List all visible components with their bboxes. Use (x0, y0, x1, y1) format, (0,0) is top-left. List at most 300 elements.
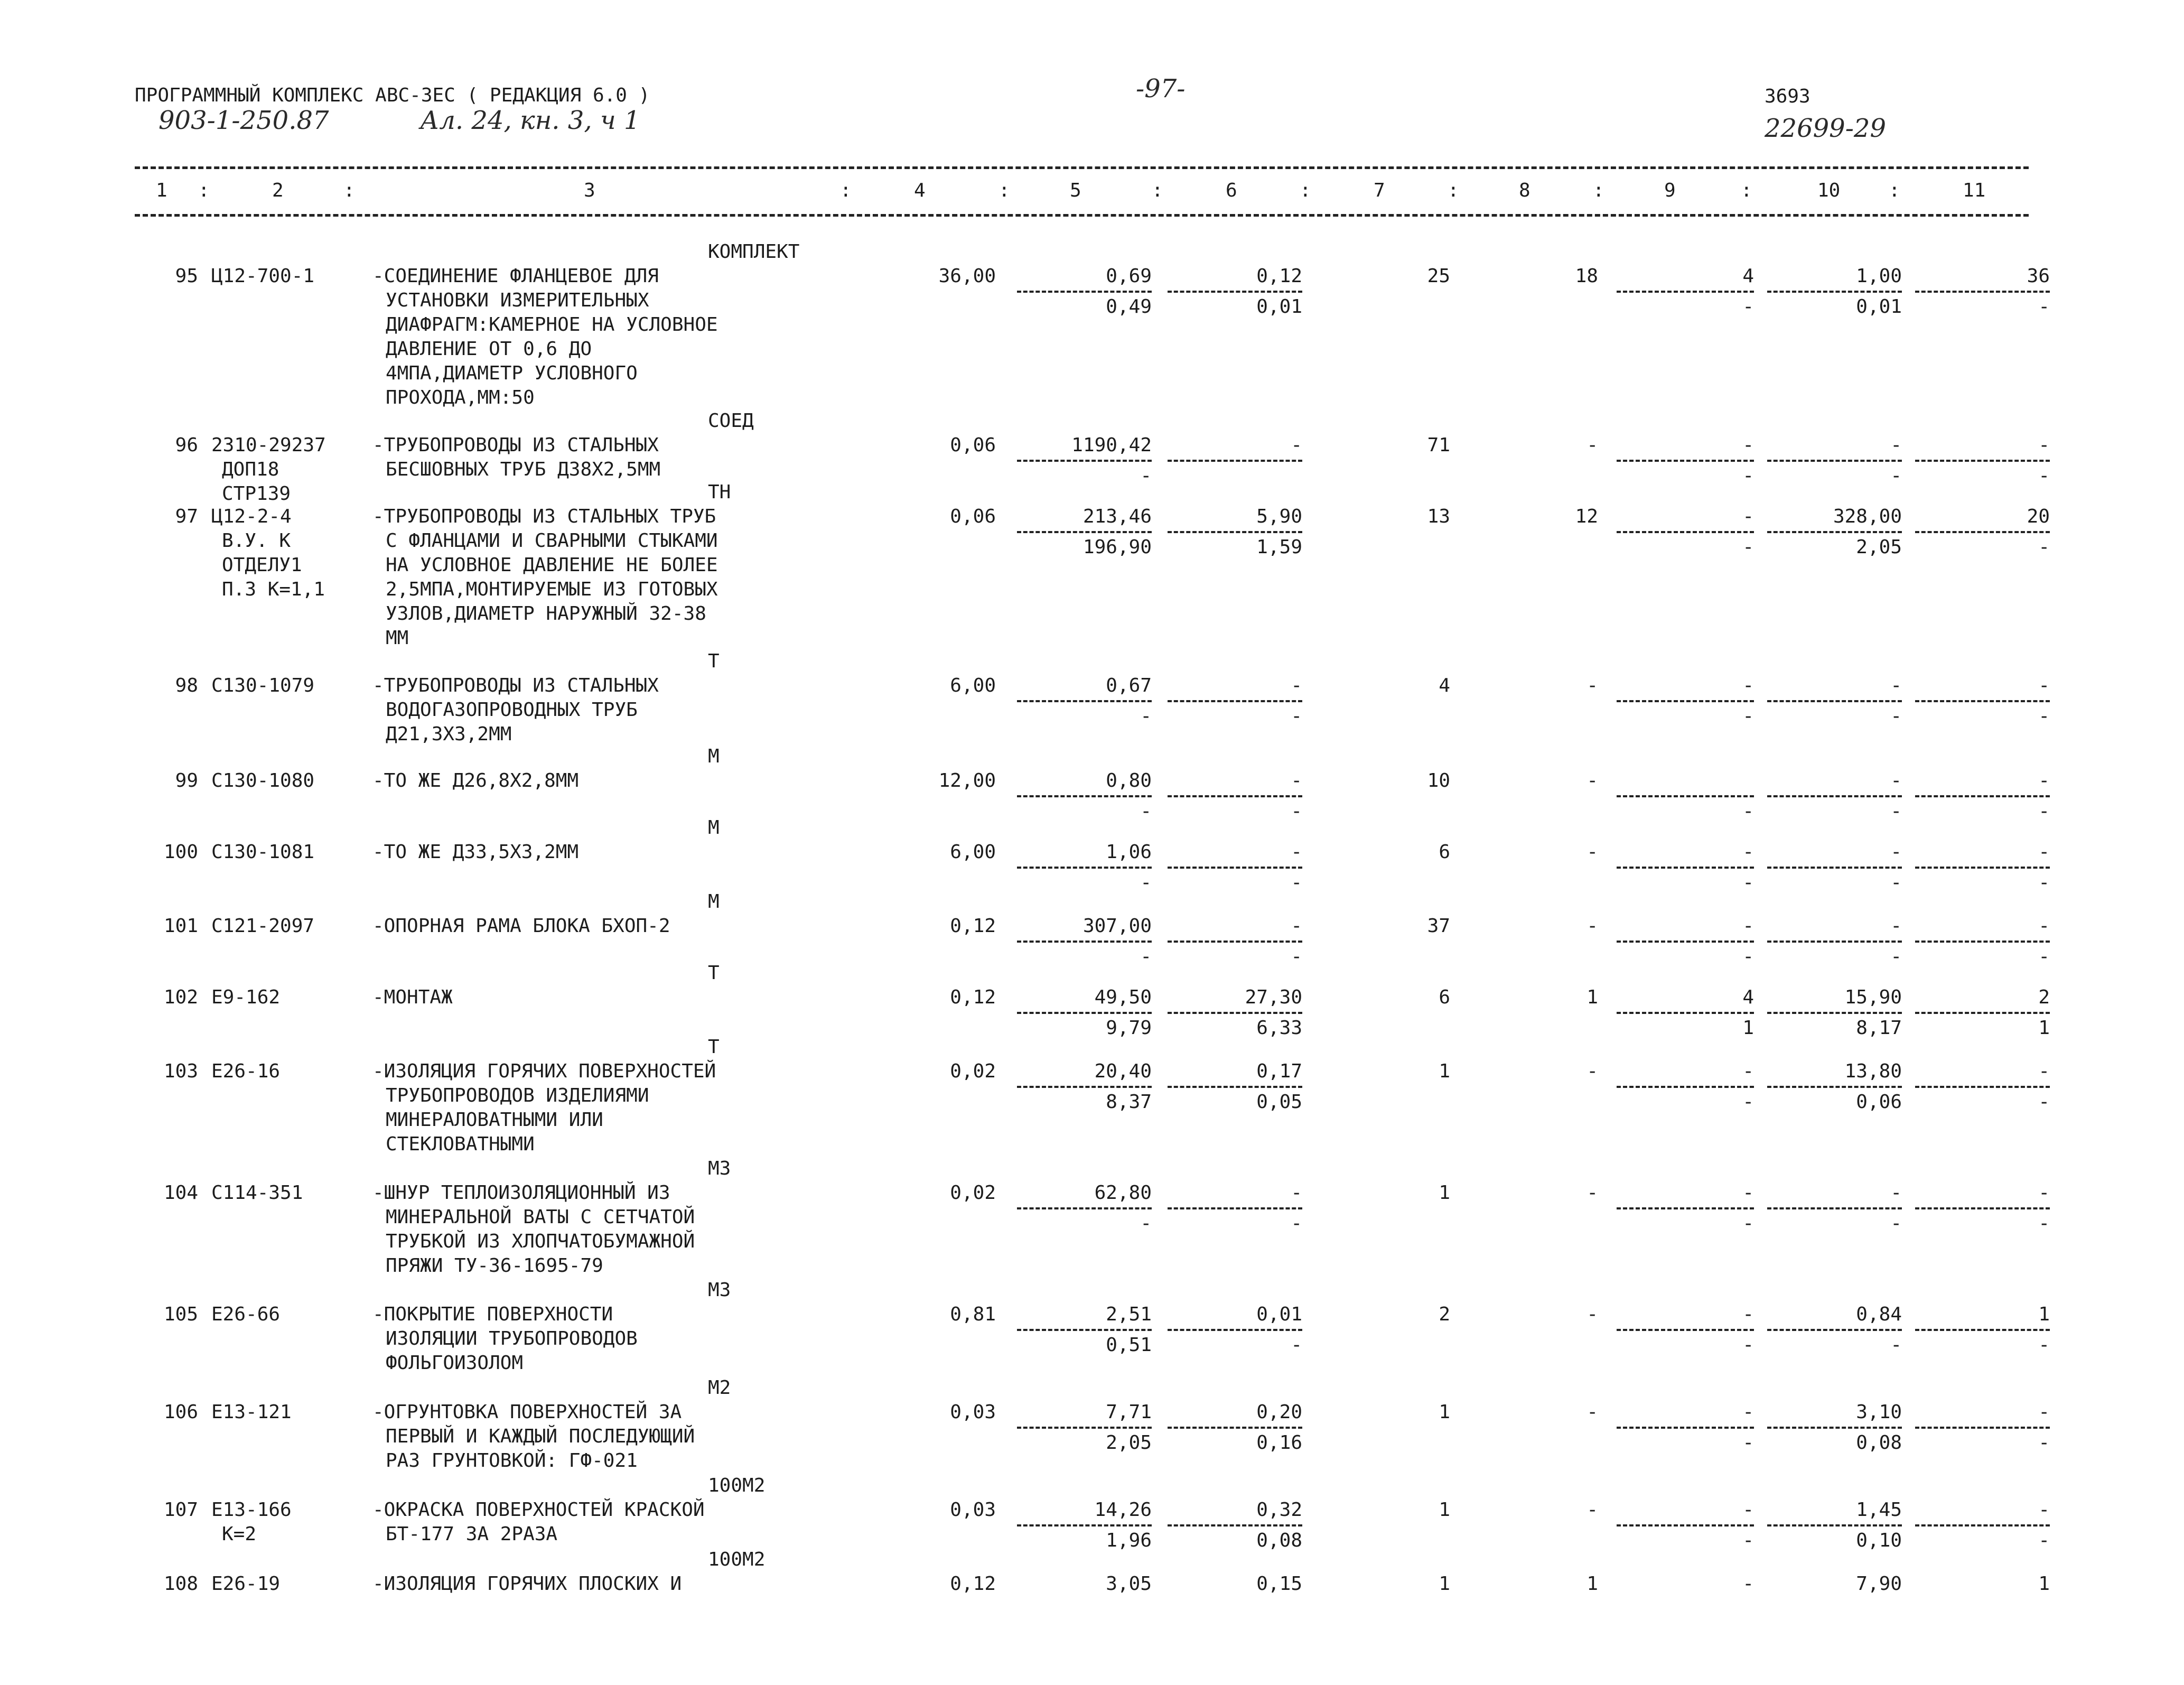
cell-c9: - (1742, 915, 1754, 937)
cell-c10b: 0,10 (1856, 1530, 1902, 1551)
document-number: 3693 (1765, 86, 1810, 107)
unit-of-measure: М (708, 746, 720, 767)
value-separator (1017, 941, 1152, 943)
value-separator (1617, 867, 1754, 869)
cell-c5b: 0,49 (1106, 296, 1152, 318)
norm-code: С114-351 (211, 1182, 303, 1204)
cell-c10: 328,00 (1833, 506, 1902, 527)
cell-c6b: 0,08 (1256, 1530, 1302, 1551)
cell-c6: 27,30 (1245, 986, 1302, 1008)
cell-c10b: - (1890, 705, 1902, 727)
column-header-cell: 11 (1963, 180, 1986, 201)
cell-c10: - (1890, 675, 1902, 696)
value-separator (1168, 941, 1302, 943)
cell-c10b: - (1890, 946, 1902, 967)
value-separator (1617, 531, 1754, 533)
cell-c10b: - (1890, 1334, 1902, 1356)
cell-c9: - (1742, 675, 1754, 696)
cell-c8: - (1586, 1060, 1598, 1082)
norm-code: С130-1081 (211, 841, 315, 863)
column-header-cell: : (1448, 180, 1459, 201)
value-separator (1915, 795, 2050, 797)
work-description: СТЕКЛОВАТНЫМИ (386, 1133, 535, 1155)
cell-c10: - (1890, 770, 1902, 792)
cell-c9: 4 (1742, 265, 1754, 287)
work-description: ПЕРВЫЙ И КАЖДЫЙ ПОСЛЕДУЮЩИЙ (386, 1426, 695, 1447)
cell-c11b: - (2038, 1530, 2050, 1551)
cell-c4: 0,06 (950, 434, 996, 456)
work-description: ДИАФРАГМ:КАМЕРНОЕ НА УСЛОВНОЕ (386, 314, 718, 336)
value-separator (1767, 1524, 1902, 1526)
cell-c9b: - (1742, 1334, 1754, 1356)
cell-c6b: - (1291, 705, 1302, 727)
document-code-handwritten: 22699-29 (1765, 114, 1886, 143)
value-separator (1168, 700, 1302, 702)
cell-c8: 12 (1575, 506, 1598, 527)
value-separator (1617, 700, 1754, 702)
cell-c6: 0,15 (1256, 1573, 1302, 1595)
value-separator (1767, 941, 1902, 943)
work-description: ТРУБОПРОВОДОВ ИЗДЕЛИЯМИ (386, 1085, 649, 1106)
work-description: ММ (386, 627, 409, 649)
column-header-cell: : (1300, 180, 1311, 201)
cell-c6: - (1291, 841, 1302, 863)
row-number: 106 (163, 1401, 198, 1423)
cell-c5: 2,51 (1106, 1304, 1152, 1325)
cell-c9: - (1742, 841, 1754, 863)
cell-c8: - (1586, 1401, 1598, 1423)
cell-c5b: - (1140, 872, 1152, 893)
cell-c8: - (1586, 841, 1598, 863)
column-header-cell: 10 (1817, 180, 1841, 201)
value-separator (1017, 1207, 1152, 1209)
value-separator (1168, 1207, 1302, 1209)
value-separator (1168, 1427, 1302, 1429)
cell-c10: 1,00 (1856, 265, 1902, 287)
cell-c10: 13,80 (1844, 1060, 1902, 1082)
work-description: -ОКРАСКА ПОВЕРХНОСТЕЙ КРАСКОЙ (372, 1499, 705, 1521)
cell-c8: - (1586, 434, 1598, 456)
cell-c4: 0,03 (950, 1401, 996, 1423)
cell-c7: 10 (1427, 770, 1450, 792)
work-description: УСТАНОВКИ ИЗМЕРИТЕЛЬНЫХ (386, 290, 649, 311)
value-separator (1915, 1207, 2050, 1209)
norm-code: 2310-29237 (211, 434, 326, 456)
row-number: 100 (163, 841, 198, 863)
value-separator (1915, 1427, 2050, 1429)
value-separator (1168, 291, 1302, 293)
column-header-cell: 8 (1519, 180, 1530, 201)
cell-c6: 0,12 (1256, 265, 1302, 287)
row-number: 98 (175, 675, 198, 696)
cell-c11: - (2038, 770, 2050, 792)
value-separator (1767, 531, 1902, 533)
cell-c9b: - (1742, 946, 1754, 967)
value-separator (1017, 291, 1152, 293)
value-separator (1617, 1329, 1754, 1331)
value-separator (1168, 531, 1302, 533)
norm-code: Ц12-2-4 (211, 506, 292, 527)
value-separator (1017, 867, 1152, 869)
unit-of-measure: Т (708, 1036, 720, 1058)
cell-c4: 12,00 (938, 770, 996, 792)
norm-code: Е26-19 (211, 1573, 281, 1595)
unit-of-measure: М (708, 817, 720, 839)
cell-c10: - (1890, 434, 1902, 456)
cell-c9b: - (1742, 1530, 1754, 1551)
cell-c11b: - (2038, 296, 2050, 318)
norm-code: С130-1080 (211, 770, 315, 792)
cell-c6: 0,17 (1256, 1060, 1302, 1082)
work-description: -ОПОРНАЯ РАМА БЛОКА БХОП-2 (372, 915, 670, 937)
cell-c4: 0,12 (950, 986, 996, 1008)
column-header-cell: 9 (1664, 180, 1676, 201)
cell-c11: 1 (2038, 1304, 2050, 1325)
cell-c6: 0,20 (1256, 1401, 1302, 1423)
value-separator (1767, 1329, 1902, 1331)
cell-c5: 213,46 (1082, 506, 1152, 527)
cell-c4: 0,12 (950, 1573, 996, 1595)
column-header-cell: 7 (1374, 180, 1385, 201)
cell-c11b: - (2038, 872, 2050, 893)
row-number: 95 (175, 265, 198, 287)
value-separator (1168, 460, 1302, 462)
column-header-cell: 6 (1226, 180, 1237, 201)
value-separator (1915, 700, 2050, 702)
cell-c5: 0,69 (1106, 265, 1152, 287)
cell-c6b: - (1291, 946, 1302, 967)
cell-c6: - (1291, 915, 1302, 937)
cell-c5: 0,67 (1106, 675, 1152, 696)
cell-c7: 1 (1439, 1499, 1450, 1521)
value-separator (1017, 1427, 1152, 1429)
cell-c9b: - (1742, 872, 1754, 893)
work-description: ПРЯЖИ ТУ-36-1695-79 (386, 1255, 603, 1277)
cell-c7: 2 (1439, 1304, 1450, 1325)
value-separator (1915, 1329, 2050, 1331)
unit-of-measure: 100М2 (708, 1475, 766, 1496)
cell-c4: 0,06 (950, 506, 996, 527)
work-description: ФОЛЬГОИЗОЛОМ (386, 1352, 524, 1374)
work-description: -ИЗОЛЯЦИЯ ГОРЯЧИХ ПОВЕРХНОСТЕЙ (372, 1060, 716, 1082)
value-separator (1767, 1086, 1902, 1088)
header-bottom-rule (135, 214, 2029, 217)
value-separator (1767, 1427, 1902, 1429)
work-description: БЕСШОВНЫХ ТРУБ Д38Х2,5ММ (386, 459, 661, 480)
project-code-handwritten: 903-1-250.87 (158, 106, 329, 135)
cell-c6b: - (1291, 800, 1302, 822)
cell-c6b: 0,16 (1256, 1432, 1302, 1454)
unit-of-measure: Т (708, 650, 720, 672)
cell-c10: 3,10 (1856, 1401, 1902, 1423)
value-separator (1168, 1329, 1302, 1331)
work-description: Д21,3Х3,2ММ (386, 723, 512, 745)
value-separator (1617, 1012, 1754, 1014)
value-separator (1017, 795, 1152, 797)
cell-c5b: 0,51 (1106, 1334, 1152, 1356)
value-separator (1017, 1524, 1152, 1526)
unit-of-measure: М2 (708, 1377, 731, 1399)
value-separator (1767, 1012, 1902, 1014)
cell-c10b: 0,06 (1856, 1091, 1902, 1113)
cell-c11: - (2038, 434, 2050, 456)
cell-c9: - (1742, 1060, 1754, 1082)
cell-c6: 0,32 (1256, 1499, 1302, 1521)
column-header-cell: : (1741, 180, 1752, 201)
cell-c6b: - (1291, 1334, 1302, 1356)
unit-of-measure: М3 (708, 1158, 731, 1179)
work-description: -ПОКРЫТИЕ ПОВЕРХНОСТИ (372, 1304, 613, 1325)
cell-c7: 6 (1439, 841, 1450, 863)
cell-c5: 62,80 (1094, 1182, 1152, 1204)
cell-c11b: - (2038, 1432, 2050, 1454)
value-separator (1915, 531, 2050, 533)
work-description: 4МПА,ДИАМЕТР УСЛОВНОГО (386, 362, 638, 384)
norm-code: С130-1079 (211, 675, 315, 696)
value-separator (1767, 1207, 1902, 1209)
cell-c4: 0,03 (950, 1499, 996, 1521)
work-description: ТРУБКОЙ ИЗ ХЛОПЧАТОБУМАЖНОЙ (386, 1231, 695, 1252)
cell-c10: 15,90 (1844, 986, 1902, 1008)
norm-code: Е26-16 (211, 1060, 281, 1082)
value-separator (1767, 700, 1902, 702)
cell-c10: - (1890, 841, 1902, 863)
norm-code: Е9-162 (211, 986, 281, 1008)
value-separator (1168, 1086, 1302, 1088)
row-number: 99 (175, 770, 198, 792)
cell-c9: - (1742, 1401, 1754, 1423)
value-separator (1915, 1524, 2050, 1526)
cell-c11b: - (2038, 1091, 2050, 1113)
value-separator (1017, 1086, 1152, 1088)
cell-c6b: - (1291, 872, 1302, 893)
cell-c7: 13 (1427, 506, 1450, 527)
value-separator (1915, 1012, 2050, 1014)
work-description: НА УСЛОВНОЕ ДАВЛЕНИЕ НЕ БОЛЕЕ (386, 554, 718, 576)
column-header-cell: 4 (914, 180, 926, 201)
cell-c11: - (2038, 675, 2050, 696)
unit-of-measure: М3 (708, 1279, 731, 1301)
work-description: ВОДОГАЗОПРОВОДНЫХ ТРУБ (386, 699, 638, 721)
value-separator (1168, 1012, 1302, 1014)
cell-c7: 1 (1439, 1060, 1450, 1082)
top-rule (135, 166, 2029, 169)
cell-c8: 1 (1586, 986, 1598, 1008)
value-separator (1168, 1524, 1302, 1526)
work-description: -ИЗОЛЯЦИЯ ГОРЯЧИХ ПЛОСКИХ И (372, 1573, 682, 1595)
cell-c5: 307,00 (1082, 915, 1152, 937)
cell-c4: 6,00 (950, 675, 996, 696)
cell-c6b: 6,33 (1256, 1017, 1302, 1039)
cell-c6: - (1291, 434, 1302, 456)
work-description: МИНЕРАЛОВАТНЫМИ ИЛИ (386, 1109, 603, 1131)
value-separator (1617, 941, 1754, 943)
cell-c5b: 196,90 (1082, 536, 1152, 558)
cell-c10: 0,84 (1856, 1304, 1902, 1325)
cell-c7: 37 (1427, 915, 1450, 937)
cell-c9: 4 (1742, 986, 1754, 1008)
value-separator (1915, 867, 2050, 869)
cell-c10b: 8,17 (1856, 1017, 1902, 1039)
cell-c9: - (1742, 1499, 1754, 1521)
work-description: БТ-177 ЗА 2РАЗА (386, 1523, 558, 1545)
value-separator (1017, 460, 1152, 462)
row-number: 107 (163, 1499, 198, 1521)
work-description: УЗЛОВ,ДИАМЕТР НАРУЖНЫЙ 32-38 (386, 603, 706, 625)
program-title: ПРОГРАММНЫЙ КОМПЛЕКС АВС-3ЕС ( РЕДАКЦИЯ 6.0 ) (135, 85, 650, 106)
cell-c10b: - (1890, 1213, 1902, 1234)
row-number: 105 (163, 1304, 198, 1325)
norm-code: ОТДЕЛУ1 (222, 554, 302, 576)
cell-c5: 14,26 (1094, 1499, 1152, 1521)
work-description: -ТО ЖЕ Д33,5Х3,2ММ (372, 841, 579, 863)
cell-c8: - (1586, 1499, 1598, 1521)
row-number: 96 (175, 434, 198, 456)
cell-c6: 5,90 (1256, 506, 1302, 527)
cell-c9: - (1742, 1182, 1754, 1204)
cell-c11: 36 (2027, 265, 2050, 287)
cell-c7: 4 (1439, 675, 1450, 696)
cell-c11b: - (2038, 1334, 2050, 1356)
column-header-cell: : (198, 180, 210, 201)
cell-c6: - (1291, 1182, 1302, 1204)
unit-of-measure: КОМПЛЕКТ (708, 241, 800, 263)
value-separator (1915, 941, 2050, 943)
cell-c11: - (2038, 1401, 2050, 1423)
value-separator (1767, 867, 1902, 869)
cell-c6: - (1291, 675, 1302, 696)
cell-c11b: 1 (2038, 1017, 2050, 1039)
cell-c11: - (2038, 841, 2050, 863)
cell-c9b: - (1742, 800, 1754, 822)
value-separator (1168, 795, 1302, 797)
value-separator (1767, 291, 1902, 293)
unit-of-measure: 100М2 (708, 1549, 766, 1570)
cell-c4: 0,02 (950, 1182, 996, 1204)
cell-c5: 20,40 (1094, 1060, 1152, 1082)
cell-c8: - (1586, 770, 1598, 792)
unit-of-measure: Т (708, 962, 720, 984)
cell-c6b: - (1291, 1213, 1302, 1234)
cell-c10: - (1890, 1182, 1902, 1204)
work-description: -ТРУБОПРОВОДЫ ИЗ СТАЛЬНЫХ (372, 675, 659, 696)
cell-c5b: 9,79 (1106, 1017, 1152, 1039)
cell-c9b: - (1742, 536, 1754, 558)
cell-c10b: 0,01 (1856, 296, 1902, 318)
value-separator (1617, 795, 1754, 797)
cell-c6b: 0,05 (1256, 1091, 1302, 1113)
cell-c8: 18 (1575, 265, 1598, 287)
column-header-cell: 3 (584, 180, 595, 201)
column-header-cell: 1 (156, 180, 167, 201)
cell-c11: - (2038, 915, 2050, 937)
value-separator (1617, 1524, 1754, 1526)
cell-c10b: 2,05 (1856, 536, 1902, 558)
norm-code: Е26-66 (211, 1304, 281, 1325)
cell-c11b: - (2038, 465, 2050, 487)
cell-c5: 0,80 (1106, 770, 1152, 792)
norm-code: К=2 (222, 1523, 257, 1545)
row-number: 97 (175, 506, 198, 527)
row-number: 103 (163, 1060, 198, 1082)
unit-of-measure: ТН (708, 481, 731, 503)
norm-code: П.3 К=1,1 (222, 579, 325, 600)
cell-c8: - (1586, 915, 1598, 937)
value-separator (1915, 1086, 2050, 1088)
cell-c8: 1 (1586, 1573, 1598, 1595)
value-separator (1767, 795, 1902, 797)
work-description: -ОГРУНТОВКА ПОВЕРХНОСТЕЙ ЗА (372, 1401, 682, 1423)
work-description: -ШНУР ТЕПЛОИЗОЛЯЦИОННЫЙ ИЗ (372, 1182, 670, 1204)
value-separator (1767, 460, 1902, 462)
cell-c9: - (1742, 1304, 1754, 1325)
album-reference-handwritten: Ал. 24, кн. 3, ч 1 (420, 106, 640, 135)
value-separator (1017, 1329, 1152, 1331)
cell-c7: 25 (1427, 265, 1450, 287)
cell-c10b: 0,08 (1856, 1432, 1902, 1454)
cell-c8: - (1586, 675, 1598, 696)
cell-c11: - (2038, 1060, 2050, 1082)
cell-c7: 6 (1439, 986, 1450, 1008)
value-separator (1617, 291, 1754, 293)
work-description: -ТРУБОПРОВОДЫ ИЗ СТАЛЬНЫХ (372, 434, 659, 456)
cell-c11b: - (2038, 800, 2050, 822)
column-header-cell: : (343, 180, 355, 201)
cell-c9b: - (1742, 705, 1754, 727)
value-separator (1017, 1012, 1152, 1014)
cell-c9b: - (1742, 1432, 1754, 1454)
row-number: 102 (163, 986, 198, 1008)
row-number: 108 (163, 1573, 198, 1595)
cell-c4: 36,00 (938, 265, 996, 287)
cell-c11: - (2038, 1499, 2050, 1521)
unit-of-measure: СОЕД (708, 410, 754, 432)
cell-c7: 71 (1427, 434, 1450, 456)
cell-c4: 0,81 (950, 1304, 996, 1325)
value-separator (1617, 460, 1754, 462)
cell-c9: - (1742, 506, 1754, 527)
column-header-cell: : (1593, 180, 1604, 201)
value-separator (1017, 531, 1152, 533)
value-separator (1617, 1207, 1754, 1209)
cell-c5: 7,71 (1106, 1401, 1152, 1423)
cell-c10: 1,45 (1856, 1499, 1902, 1521)
value-separator (1617, 1427, 1754, 1429)
cell-c5b: - (1140, 705, 1152, 727)
value-separator (1617, 1086, 1754, 1088)
value-separator (1915, 460, 2050, 462)
column-header-cell: : (1152, 180, 1163, 201)
cell-c9b: - (1742, 465, 1754, 487)
column-header-cell: : (998, 180, 1010, 201)
column-header-cell: : (1889, 180, 1900, 201)
cell-c8: - (1586, 1182, 1598, 1204)
work-description: ПРОХОДА,ММ:50 (386, 387, 535, 408)
cell-c5b: - (1140, 1213, 1152, 1234)
work-description: РАЗ ГРУНТОВКОЙ: ГФ-021 (386, 1450, 638, 1472)
cell-c5b: 8,37 (1106, 1091, 1152, 1113)
column-header-cell: 2 (272, 180, 284, 201)
cell-c7: 1 (1439, 1182, 1450, 1204)
cell-c11b: - (2038, 536, 2050, 558)
norm-code: Ц12-700-1 (211, 265, 315, 287)
cell-c6b: 0,01 (1256, 296, 1302, 318)
column-header-cell: : (840, 180, 852, 201)
cell-c4: 0,12 (950, 915, 996, 937)
cell-c10: - (1890, 915, 1902, 937)
cell-c5: 1,06 (1106, 841, 1152, 863)
unit-of-measure: М (708, 891, 720, 913)
